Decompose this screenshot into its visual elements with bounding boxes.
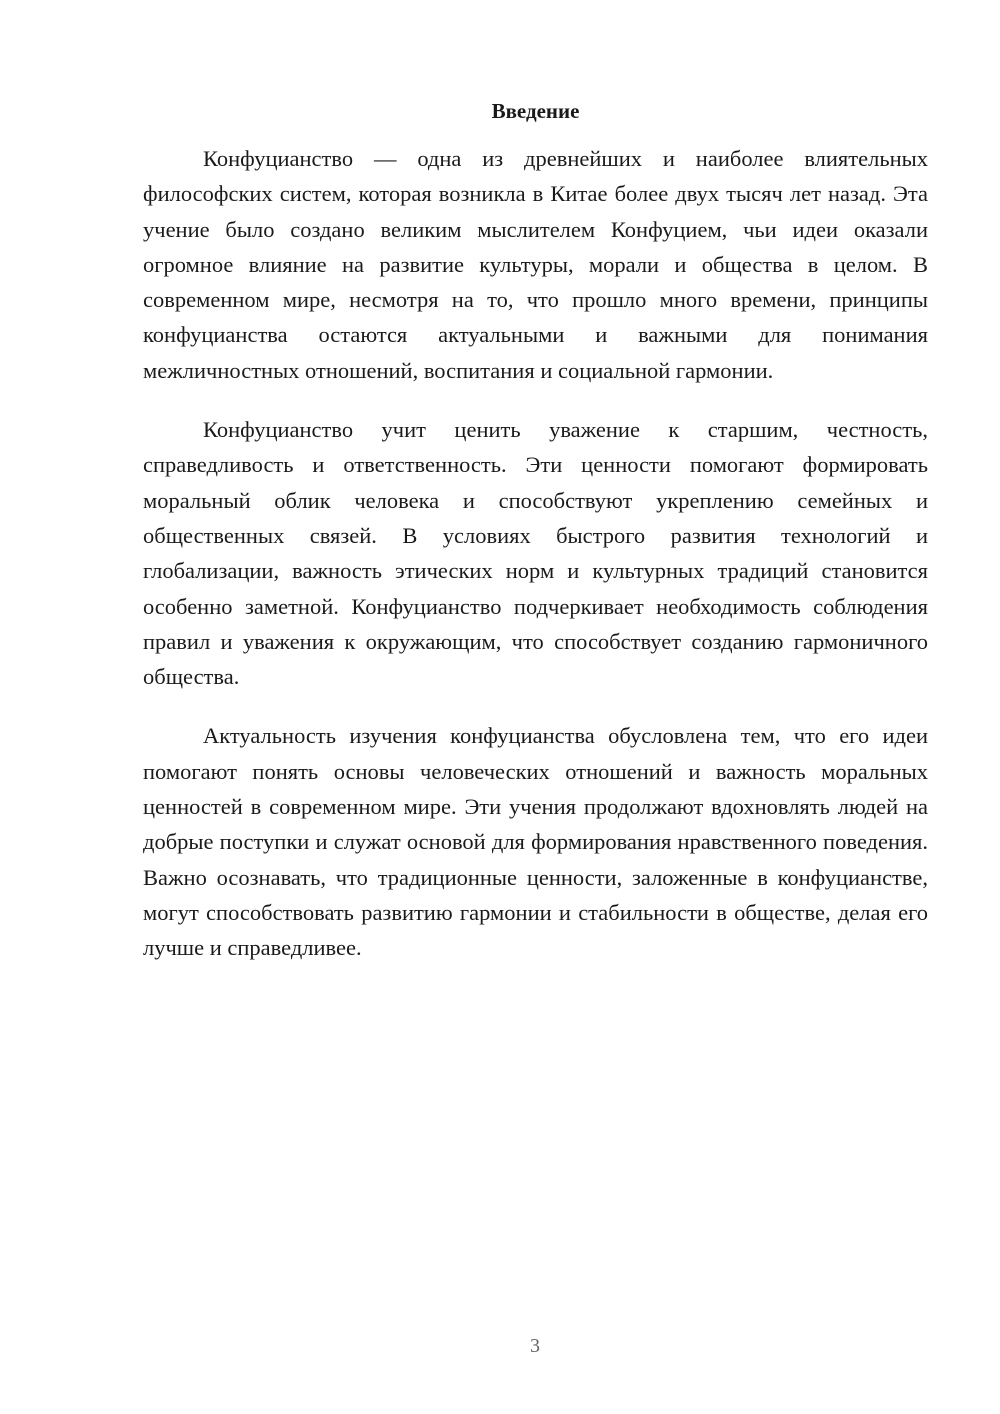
paragraph-3: Актуальность изучения конфуцианства обусловлена тем, что его идеи помогают понять основы человеческих отношений и важность моральных ценностей в современном мире. Эти учения продолжают вдохновлять людей на добрые поступки и служат основой для формирования нравственного поведения. Важно осознавать, что традиционные ценности, заложенные в конфуцианстве, могут способствовать развитию гармонии и стабильности в обществе, делая его лучше и справедливее. [143, 723, 928, 961]
paragraph-2: Конфуцианство учит ценить уважение к старшим, честность, справедливость и ответственность. Эти ценности помогают формировать моральный облик человека и способствуют укреплению семейных и общественных связей. В условиях быстрого развития технологий и глобализации, важность этических норм и культурных традиций становится особенно заметной. Конфуцианство подчеркивает необходимость соблюдения правил и уважения к окружающим, что способствует созданию гармоничного общества. [143, 417, 928, 690]
section-heading: Введение [491, 99, 580, 123]
paragraph-1: Конфуцианство — одна из древнейших и наиболее влиятельных философских систем, которая возникла в Китае более двух тысяч лет назад. Эта учение было создано великим мыслителем Конфуцием, чьи идеи оказали огромное влияние на развитие культуры, морали и общества в целом. В современном мире, несмотря на то, что прошло много времени, принципы конфуцианства остаются актуальными и важными для понимания межличностных отношений, воспитания и социальной гармонии. [143, 146, 928, 383]
body-text [143, 141, 928, 990]
page-number: 3 [530, 1335, 540, 1357]
